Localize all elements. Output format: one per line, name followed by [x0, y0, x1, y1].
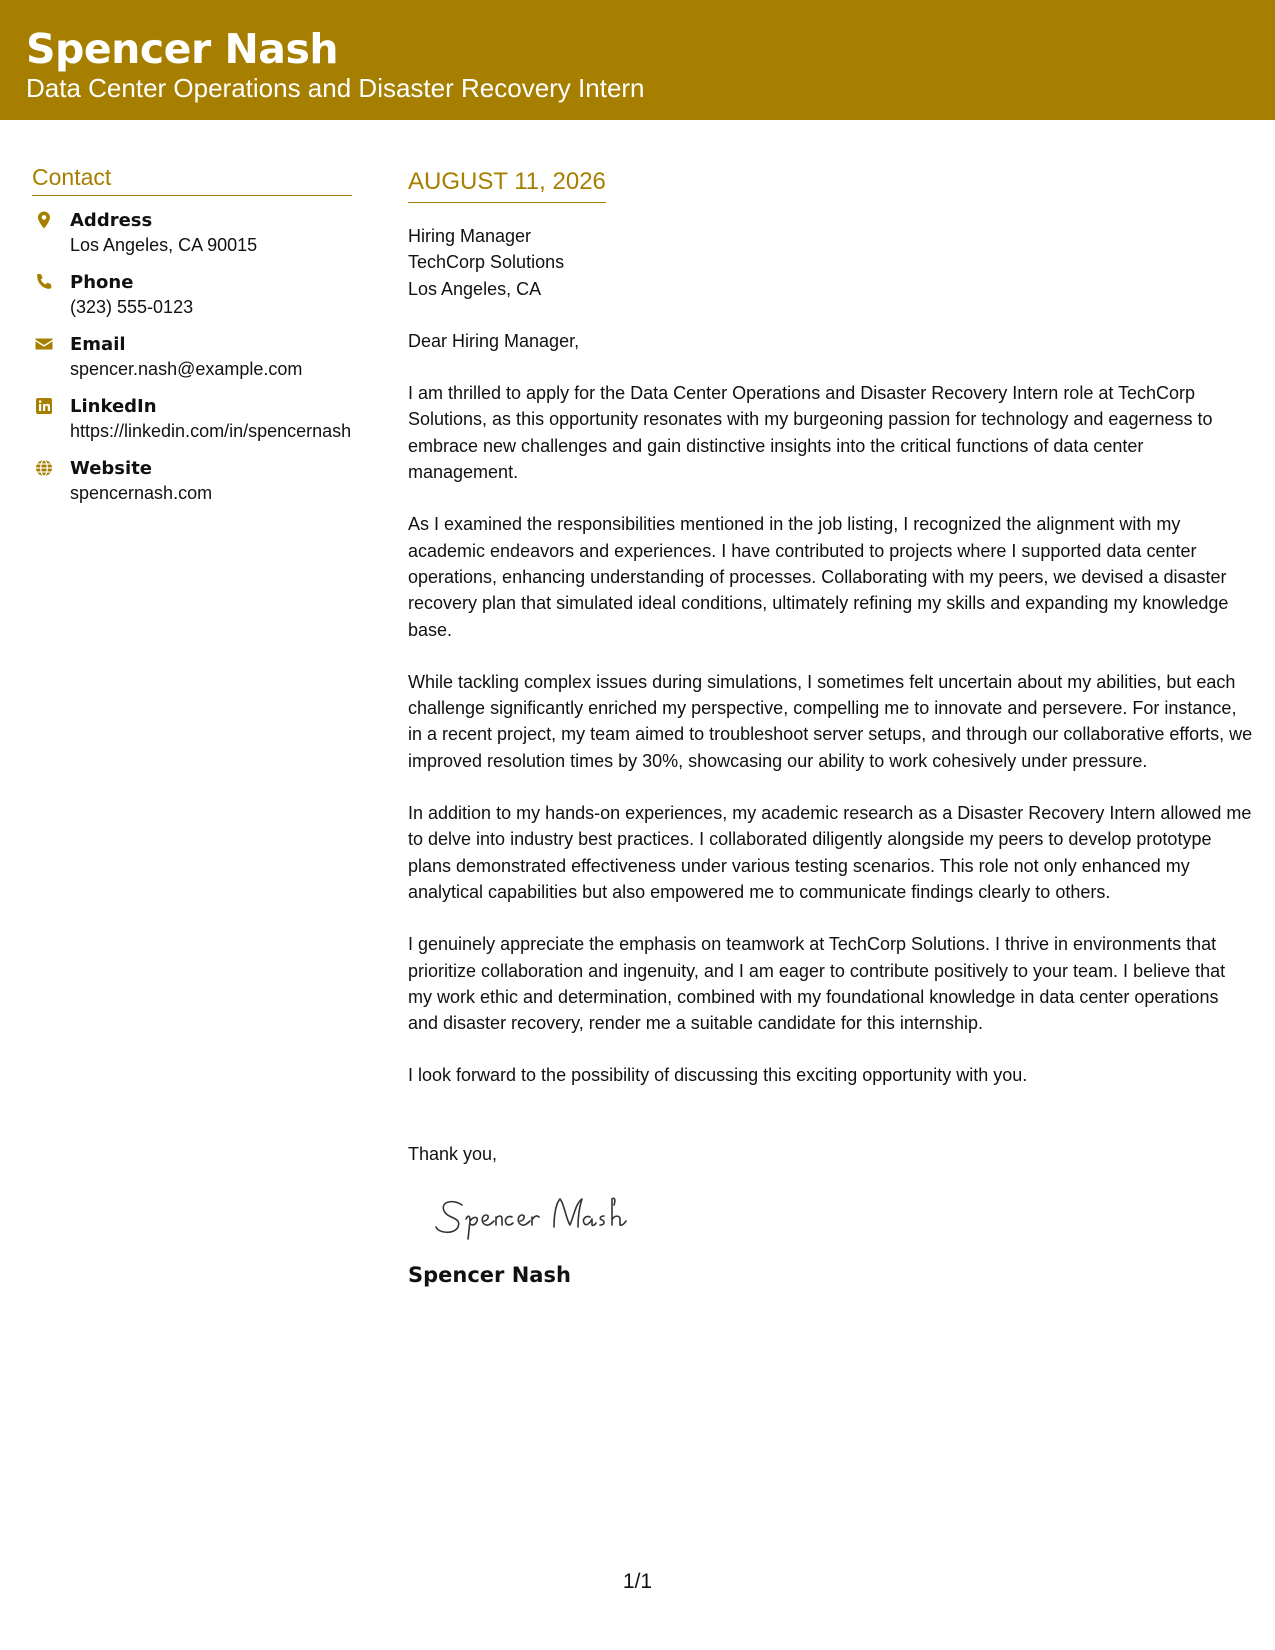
letter-date: AUGUST 11, 2026: [408, 166, 606, 203]
linkedin-value[interactable]: https://linkedin.com/in/spencernash: [70, 421, 352, 441]
closing-line: Thank you,: [408, 1143, 498, 1164]
signer-name: Spencer Nash: [408, 1263, 571, 1288]
address-value: Los Angeles, CA 90015: [70, 235, 258, 255]
recipient-line: TechCorp Solutions: [408, 252, 565, 273]
body-paragraph: I am thrilled to apply for the Data Center Operations and Disaster Recovery Intern role at TechCorp Solutions, as this opportunity resonates with my burgeoning passion for technology and eagerness to embrace new challenges and gain distinctive insights into the critical functions of data center management.: [408, 383, 1213, 483]
contact-sidebar: [32, 162, 352, 518]
email-label: Email: [70, 334, 126, 355]
linkedin-label: LinkedIn: [70, 396, 157, 417]
body-paragraph: While tackling complex issues during simulations, I sometimes felt uncertain about my abilities, but each challenge significantly enriched my perspective, compelling me to innovate and persevere. For instance, in a recent project, my team aimed to troubleshoot server setups, and through our collaborative efforts, we improved resolution times by 30%, showcasing our ability to work cohesively under pressure.: [408, 671, 1253, 771]
globe-icon: [34, 458, 54, 478]
page-number: 1/1: [622, 1570, 653, 1593]
recipient-line: Los Angeles, CA: [408, 278, 542, 299]
body-paragraph: I look forward to the possibility of discussing this exciting opportunity with you.: [408, 1065, 1028, 1086]
letter-body: [408, 166, 1253, 1289]
contact-item-phone: [32, 270, 352, 320]
handwritten-signature: [432, 1185, 662, 1245]
body-paragraph: In addition to my hands-on experiences, my academic research as a Disaster Recovery Intern allowed me to delve into industry best practices. I collaborated diligently alongside my peers to develop prototype plans demonstrated effectiveness under various testing scenarios. This role not only enhanced my analytical capabilities but also empowered me to communicate findings clearly to others.: [408, 803, 1252, 902]
email-value[interactable]: spencer.nash@example.com: [70, 359, 303, 379]
recipient-block: [408, 223, 1253, 302]
recipient-line: Hiring Manager: [408, 226, 532, 246]
website-label: Website: [70, 458, 153, 479]
salutation: Dear Hiring Manager,: [408, 330, 580, 351]
applicant-title: Data Center Operations and Disaster Recovery Intern: [26, 73, 645, 103]
envelope-icon: [34, 334, 54, 354]
applicant-name: Spencer Nash: [26, 25, 339, 73]
contact-item-website: [32, 456, 352, 506]
phone-icon: [34, 272, 54, 292]
body-paragraph: I genuinely appreciate the emphasis on teamwork at TechCorp Solutions. I thrive in environments that prioritize collaboration and ingenuity, and I am eager to contribute positively to your team. I believe that my work ethic and determination, combined with my foundational knowledge in data center operations and disaster recovery, render me a suitable candidate for this internship.: [408, 934, 1226, 1034]
header-banner: [0, 0, 1275, 120]
contact-item-email: [32, 332, 352, 382]
address-label: Address: [70, 210, 153, 231]
phone-value: (323) 555-0123: [70, 297, 194, 317]
phone-label: Phone: [70, 272, 134, 293]
contact-item-address: [32, 208, 352, 258]
linkedin-icon: [34, 396, 54, 416]
body-paragraph: As I examined the responsibilities mentioned in the job listing, I recognized the alignment with my academic endeavors and experiences. I have contributed to projects where I supported data center operations, enhancing understanding of processes. Collaborating with my peers, we devised a disaster recovery plan that simulated ideal conditions, ultimately refining my skills and expanding my knowledge base.: [408, 514, 1229, 640]
contact-section-title: Contact: [32, 162, 352, 196]
contact-item-linkedin: [32, 394, 352, 444]
website-value[interactable]: spencernash.com: [70, 483, 213, 503]
map-pin-icon: [34, 210, 54, 230]
